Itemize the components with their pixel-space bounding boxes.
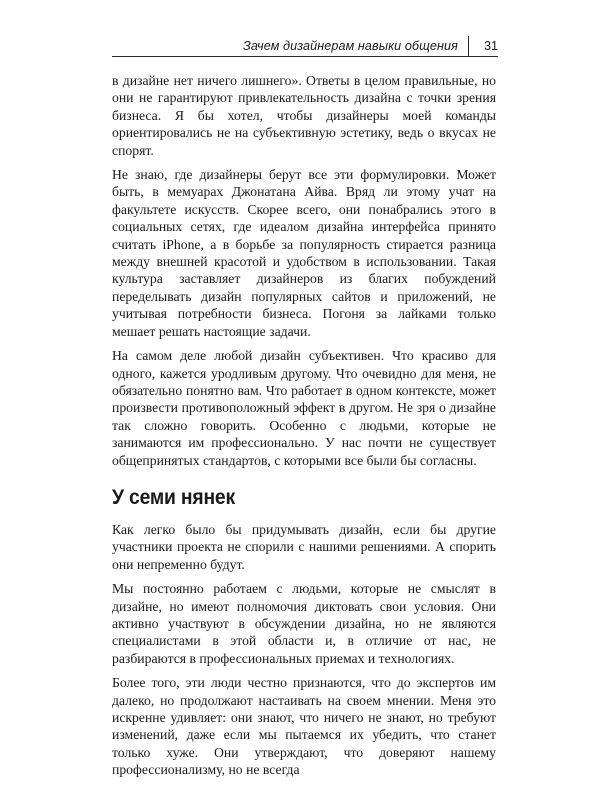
paragraph-5: Мы постоянно работаем с людьми, которые не смыслят в дизайне, но имеют полномочия диктовать свои условия. Они активно участвуют в обсуждении дизайна, но не являются специалистами в этой области и, в отличие от нас, не разбираются в профессиональных приемах и технологиях. <box>112 581 496 666</box>
header-separator <box>468 36 469 56</box>
page-body <box>112 72 496 786</box>
paragraph-1: в дизайне нет ничего лишнего». Ответы в целом правильные, но они не гарантируют привлекательность дизайна с точки зрения бизнеса. Я бы хотел, чтобы дизайнеры моей команды ориентировались не на субъективную эстетику, ведь о вкусах не спорят. <box>112 73 496 158</box>
paragraph-2: Не знаю, где дизайнеры берут все эти формулировки. Может быть, в мемуарах Джонатана Айва. Вряд ли этому учат на факультете искусств. Скорее всего, они понабрались этого в социальных сетях, где идеалом дизайна интерфейса принято считать iPhone, а в борьбе за популярность стирается разница между внешней красотой и удобством в использовании. Такая культура заставляет дизайнеров из благих побуждений переделывать дизайн популярных сайтов и приложений, не учитывая потребности бизнеса. Погоня за лайками только мешает решать настоящие задачи. <box>112 167 496 339</box>
page-number: 31 <box>483 39 498 53</box>
paragraph-3: На самом деле любой дизайн субъективен. Что красиво для одного, кажется уродливым другому. Что очевидно для меня, не обязательно понятно вам. Что работает в одном контексте, может произвести противоположный эффект в другом. Не зря о дизайне так сложно говорить. Особенно с людьми, которые не занимаются им профессионально. У нас почти не существует общепринятых стандартов, с которыми все были бы согласны. <box>112 348 496 468</box>
page-header <box>112 34 498 57</box>
section-heading: У семи нянек <box>112 485 235 509</box>
paragraph-6: Более того, эти люди честно признаются, что до экспертов им далеко, но продолжают настаивать на своем мнении. Меня это искренне удивляет: они знают, что ничего не знают, но требуют изменений, даже если мы пытаемся их убедить, что станет только хуже. Они утверждают, что доверяют нашему профессионализму, но не всегда <box>112 675 496 778</box>
paragraph-4: Как легко было бы придумывать дизайн, если бы другие участники проекта не спорили с нашими решениями. А спорить они непременно будут. <box>112 521 496 572</box>
running-head: Зачем дизайнерам навыки общения <box>243 39 458 53</box>
